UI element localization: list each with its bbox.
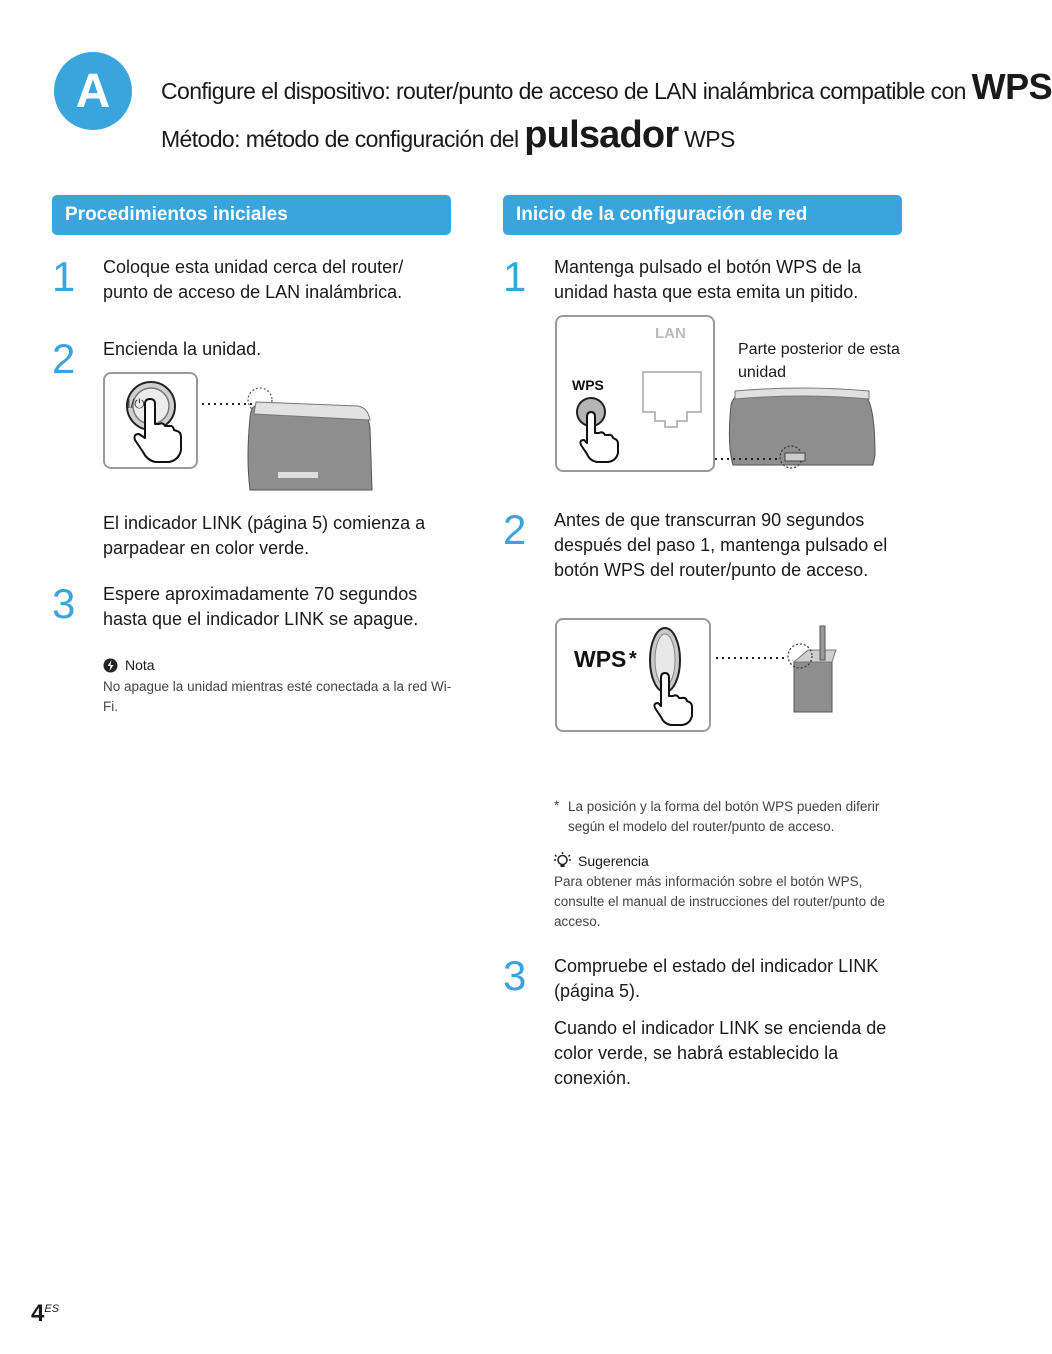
- step-number: 1: [52, 253, 76, 300]
- step-number: 2: [52, 335, 76, 382]
- page-subtitle: [161, 114, 735, 157]
- note-icon: [103, 658, 118, 673]
- title-line1-emph: WPS: [971, 66, 1052, 107]
- note-text: No apague la unidad mientras esté conectada a la red Wi-Fi.: [103, 679, 452, 714]
- wps-label: WPS: [572, 377, 604, 393]
- step-text: Encienda la unidad.: [103, 339, 262, 359]
- router-button-hand-icon: [557, 620, 709, 730]
- page-number-value: 4: [31, 1300, 45, 1327]
- lan-port-icon: [557, 317, 713, 470]
- power-button-illustration: [103, 372, 198, 469]
- title-line2-text: Método: método de configuración del: [161, 126, 525, 152]
- tip-text: Para obtener más información sobre el botón WPS, consulte el manual de instrucciones del router/punto de acceso.: [554, 874, 885, 929]
- rear-caption: Parte posterior de esta unidad: [738, 341, 900, 381]
- step-text: Espere aproximadamente 70 segundos hasta que el indicador LINK se apague.: [103, 584, 419, 629]
- page-number: [31, 1300, 59, 1328]
- step-text: Compruebe el estado del indicador LINK (página 5).: [554, 956, 879, 1001]
- step-number: 1: [503, 253, 527, 300]
- wps-asterisk: *: [629, 648, 637, 670]
- step-text: Cuando el indicador LINK se encienda de color verde, se habrá establecido la conexión.: [554, 1018, 887, 1088]
- footnote-text: La posición y la forma del botón WPS pueden diferir según el modelo del router/punto de acceso.: [568, 799, 880, 834]
- power-button-label: I/⏻: [127, 396, 145, 411]
- section-heading-initial: Procedimientos iniciales: [52, 195, 451, 235]
- lan-label: LAN: [655, 325, 686, 342]
- unit-rear-illustration: [713, 385, 883, 475]
- lightbulb-icon: [554, 852, 571, 869]
- note-heading: [103, 657, 155, 673]
- router-wps-illustration: [555, 618, 711, 732]
- power-button-hand-icon: [105, 374, 196, 467]
- step-text: El indicador LINK (página 5) comienza a parpadear en color verde.: [103, 513, 426, 558]
- router-device-illustration: [712, 622, 842, 714]
- footnote-mark: *: [554, 798, 560, 813]
- title-line2-emph: pulsador: [524, 114, 679, 156]
- title-line1-text: Configure el dispositivo: router/punto de acceso de LAN inalámbrica compatible con: [161, 78, 972, 104]
- step-text: Mantenga pulsado el botón WPS de la unidad hasta que esta emita un pitido.: [554, 257, 862, 302]
- step-number: 3: [503, 952, 527, 999]
- router-wps-label: WPS: [574, 646, 627, 672]
- tip-label: Sugerencia: [578, 852, 649, 869]
- section-heading-network: Inicio de la configuración de red: [503, 195, 902, 235]
- step-number: 2: [503, 506, 527, 553]
- unit-front-illustration: [198, 388, 388, 498]
- unit-wps-illustration: [555, 315, 715, 472]
- page-title: [161, 66, 1052, 108]
- section-badge: A: [54, 52, 132, 130]
- title-line2-suffix: WPS: [678, 126, 735, 152]
- page-language: ES: [44, 1303, 60, 1315]
- step-text: Antes de que transcurran 90 segundos después del paso 1, mantenga pulsado el botón WPS del router/punto de acceso.: [554, 510, 888, 580]
- step-text: Coloque esta unidad cerca del router/ punto de acceso de LAN inalámbrica.: [103, 257, 404, 302]
- step-number: 3: [52, 580, 76, 627]
- tip-heading: [554, 852, 649, 869]
- note-label: Nota: [125, 657, 155, 673]
